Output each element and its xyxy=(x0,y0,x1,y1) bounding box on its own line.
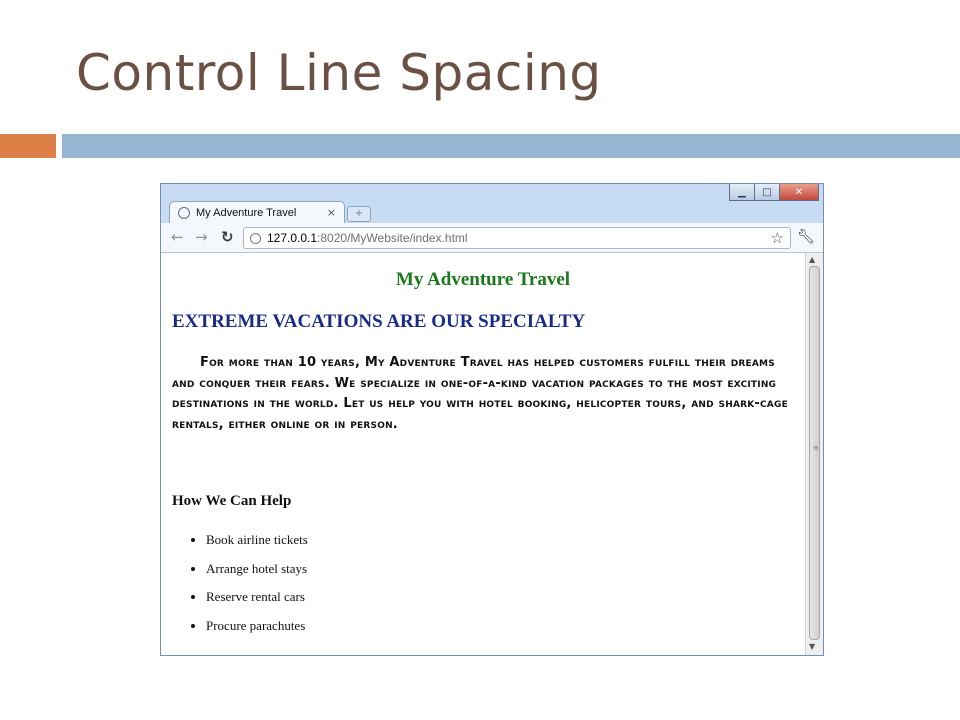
scroll-down-arrow-icon[interactable]: ▼ xyxy=(809,642,816,651)
bookmark-star-icon[interactable]: ☆ xyxy=(770,229,784,247)
site-title: My Adventure Travel xyxy=(395,269,571,290)
site-heading: EXTREME VACATIONS ARE OUR SPECIALTY xyxy=(172,311,586,332)
scrollbar-thumb[interactable] xyxy=(809,266,820,640)
page-globe-icon xyxy=(250,233,261,244)
help-list xyxy=(172,532,308,646)
scrollbar-grip-icon: ≡ xyxy=(813,444,819,452)
vertical-scrollbar[interactable] xyxy=(805,253,823,655)
list-item: • Book airline tickets xyxy=(206,532,308,561)
intro-paragraph: For more than 10 years, My Adventure Travel has helped customers fulfill their dreams and conquer their fears. We specialize in one-of-a-kind vacation packages to the most exciting destinations in the world. Let us help you with hotel booking, helicopter tours, and shark-cage rentals, either online or in person. xyxy=(172,355,788,432)
list-item: • Reserve rental cars xyxy=(206,589,308,618)
help-heading: How We Can Help xyxy=(172,493,292,509)
page-viewport xyxy=(161,253,805,655)
new-tab-button[interactable]: + xyxy=(347,206,371,222)
minimize-button[interactable]: ▁ xyxy=(729,184,755,201)
back-arrow-icon[interactable]: ← xyxy=(171,228,184,246)
tab-my-adventure-travel[interactable] xyxy=(169,201,345,223)
tab-close-icon[interactable]: × xyxy=(326,206,336,219)
url-host: 127.0.0.1 xyxy=(267,231,318,245)
slide-title: Control Line Spacing xyxy=(76,44,602,102)
close-window-button[interactable]: ✕ xyxy=(779,184,819,201)
url-path: :8020/MyWebsite/index.html xyxy=(317,231,468,245)
scroll-up-arrow-icon[interactable]: ▲ xyxy=(809,255,816,264)
globe-icon xyxy=(178,207,190,219)
address-bar[interactable] xyxy=(243,227,791,249)
forward-arrow-icon[interactable]: → xyxy=(195,228,208,246)
wrench-menu-icon[interactable]: 🔧︎ xyxy=(797,229,815,245)
accent-bar-orange xyxy=(0,134,56,158)
list-item: • Procure parachutes xyxy=(206,618,308,647)
window-controls xyxy=(729,184,819,201)
maximize-button[interactable]: □ xyxy=(754,184,780,201)
accent-bar-blue xyxy=(62,134,960,158)
browser-toolbar xyxy=(161,223,823,253)
reload-icon[interactable]: ↻ xyxy=(221,228,234,246)
list-item: • Arrange hotel stays xyxy=(206,561,308,590)
browser-window xyxy=(160,183,824,656)
tab-title: My Adventure Travel xyxy=(196,206,297,219)
